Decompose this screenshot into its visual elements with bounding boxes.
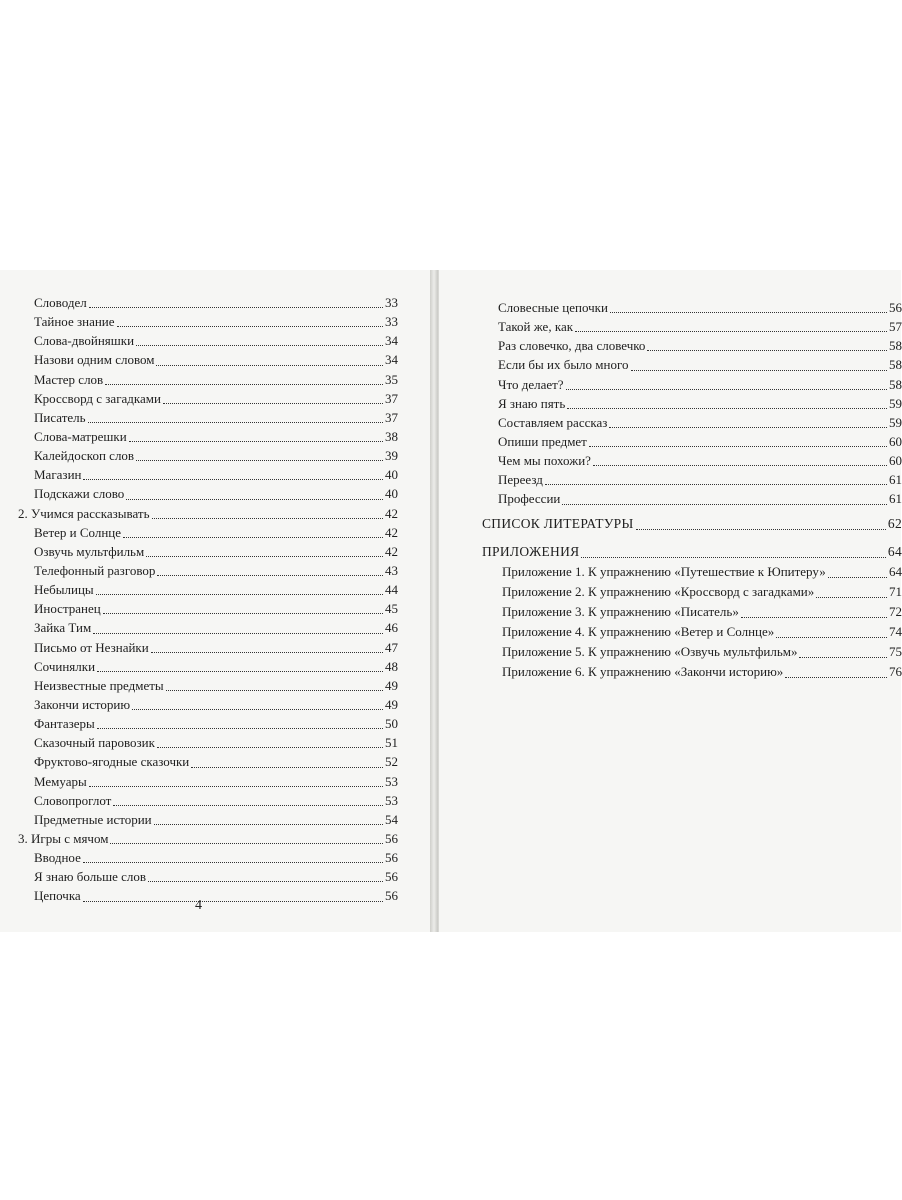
toc-entry-title: Профессии: [498, 491, 561, 507]
toc-entry: [18, 886, 398, 905]
toc-entry-title: Писатель: [34, 409, 86, 425]
toc-entry-title: Опиши предмет: [498, 433, 587, 449]
toc-leader-dots: [593, 464, 887, 466]
toc-entry: [482, 394, 902, 413]
toc-leader-dots: [151, 651, 383, 653]
toc-list-left: [18, 293, 398, 906]
toc-leader-dots: [136, 459, 383, 461]
toc-entry: [18, 676, 398, 695]
toc-entry: [482, 622, 902, 642]
toc-leader-dots: [96, 593, 383, 595]
toc-entry-page: 72: [889, 604, 902, 619]
toc-leader-dots: [776, 636, 887, 638]
toc-entry-title: 2. Учимся рассказывать: [18, 505, 150, 521]
toc-entry: [482, 336, 902, 355]
toc-entry-page: 64: [887, 544, 902, 559]
toc-entry-page: 59: [889, 395, 902, 411]
toc-entry: [18, 580, 398, 599]
toc-entry-title: Чем мы похожи?: [498, 453, 591, 469]
toc-entry: [482, 298, 902, 317]
toc-leader-dots: [126, 498, 383, 500]
toc-entry-page: 61: [889, 472, 902, 488]
toc-entry-title: Назови одним словом: [34, 352, 155, 368]
toc-entry-page: 54: [385, 811, 398, 827]
toc-entry: [18, 484, 398, 503]
toc-entry-page: 48: [385, 658, 398, 674]
toc-entry-page: 39: [385, 448, 398, 464]
toc-entry-page: 51: [385, 735, 398, 751]
toc-leader-dots: [545, 483, 887, 485]
toc-entry-page: 50: [385, 716, 398, 732]
toc-entry-page: 42: [385, 524, 398, 540]
toc-entry: [18, 638, 398, 657]
toc-entry: [482, 514, 902, 534]
toc-leader-dots: [113, 804, 383, 806]
toc-entry-title: Словопроглот: [34, 792, 112, 808]
toc-entry-page: 56: [889, 299, 902, 315]
toc-leader-dots: [83, 861, 383, 863]
toc-entry-title: Калейдоскоп слов: [34, 448, 135, 464]
toc-entry-page: 34: [385, 333, 398, 349]
toc-entry-page: 58: [889, 338, 902, 354]
toc-leader-dots: [110, 842, 383, 844]
toc-leader-dots: [562, 503, 887, 505]
toc-entry: [18, 350, 398, 369]
toc-entry: [18, 370, 398, 389]
toc-entry-title: Кроссворд с загадками: [34, 390, 161, 406]
toc-leader-dots: [589, 445, 887, 447]
toc-entry-title: Раз словечко, два словечко: [498, 338, 646, 354]
toc-leader-dots: [816, 596, 887, 598]
toc-leader-dots: [581, 556, 885, 558]
toc-entry-title: Вводное: [34, 850, 81, 866]
toc-entry: [482, 470, 902, 489]
toc-leader-dots: [741, 616, 887, 618]
toc-entry: [18, 752, 398, 771]
toc-leader-dots: [136, 344, 383, 346]
toc-entry-title: Подскажи слово: [34, 486, 125, 502]
toc-entry-page: 52: [385, 754, 398, 770]
toc-entry-title: Предметные истории: [34, 811, 152, 827]
toc-entry-title: Я знаю пять: [498, 395, 566, 411]
toc-leader-dots: [117, 325, 383, 327]
toc-leader-dots: [88, 421, 383, 423]
toc-entry-title: 3. Игры с мячом: [18, 830, 109, 846]
toc-leader-dots: [97, 727, 383, 729]
toc-leader-dots: [97, 670, 383, 672]
toc-entry-page: 44: [385, 582, 398, 598]
toc-entry: [18, 772, 398, 791]
toc-entry-title: Приложение 5. К упражнению «Озвучь мультфильм»: [502, 644, 798, 659]
toc-entry-title: Закончи историю: [34, 696, 131, 712]
page-number: 4: [195, 898, 202, 913]
toc-entry: [18, 389, 398, 408]
toc-leader-dots: [83, 478, 383, 480]
toc-leader-dots: [647, 349, 887, 351]
toc-entry-page: 64: [889, 564, 902, 579]
toc-entry: [482, 662, 902, 682]
book-gutter: [430, 270, 438, 932]
toc-entry-title: Приложение 2. К упражнению «Кроссворд с загадками»: [502, 584, 815, 599]
toc-entry: [18, 542, 398, 561]
toc-entry: [482, 432, 902, 451]
toc-leader-dots: [83, 900, 383, 902]
toc-leader-dots: [129, 440, 383, 442]
toc-entry-page: 49: [385, 677, 398, 693]
toc-leader-dots: [146, 555, 383, 557]
toc-entry-page: 53: [385, 773, 398, 789]
toc-leader-dots: [631, 369, 888, 371]
toc-entry-title: Такой же, как: [498, 319, 574, 335]
toc-entry-page: 61: [889, 491, 902, 507]
toc-entry: [482, 562, 902, 582]
toc-leader-dots: [93, 632, 383, 634]
toc-entry-page: 42: [385, 505, 398, 521]
toc-leader-dots: [636, 528, 886, 530]
toc-leader-dots: [154, 823, 383, 825]
toc-entry-title: Зайка Тим: [34, 620, 92, 636]
toc-entry-title: Небылицы: [34, 582, 94, 598]
toc-leader-dots: [89, 785, 383, 787]
toc-entry-title: Сочинялки: [34, 658, 96, 674]
toc-leader-dots: [89, 306, 383, 308]
toc-entry-title: СПИСОК ЛИТЕРАТУРЫ: [482, 516, 634, 531]
toc-entry: [18, 427, 398, 446]
toc-entry-title: Сказочный паровозик: [34, 735, 155, 751]
toc-entry: [482, 317, 902, 336]
toc-list-back-matter: [482, 506, 902, 682]
toc-entry-page: 71: [889, 584, 902, 599]
toc-entry: [482, 602, 902, 622]
toc-entry-title: Составляем рассказ: [498, 414, 608, 430]
toc-entry-page: 37: [385, 390, 398, 406]
toc-entry: [18, 599, 398, 618]
toc-entry-page: 42: [385, 543, 398, 559]
toc-list-right: [482, 298, 902, 509]
toc-entry: [18, 657, 398, 676]
toc-entry-page: 38: [385, 428, 398, 444]
toc-entry: [18, 446, 398, 465]
toc-entry-page: 40: [385, 486, 398, 502]
toc-entry-title: Слова-матрешки: [34, 428, 127, 444]
toc-entry-page: 75: [889, 644, 902, 659]
toc-leader-dots: [103, 612, 383, 614]
toc-entry-title: Телефонный разговор: [34, 562, 156, 578]
toc-leader-dots: [123, 536, 383, 538]
toc-entry-title: Переезд: [498, 472, 543, 488]
toc-entry-page: 56: [385, 850, 398, 866]
toc-entry-title: Приложение 6. К упражнению «Закончи историю»: [502, 664, 784, 679]
toc-entry-page: 53: [385, 792, 398, 808]
toc-entry-title: Фруктово-ягодные сказочки: [34, 754, 190, 770]
toc-entry-page: 74: [889, 624, 902, 639]
toc-entry-page: 60: [889, 433, 902, 449]
left-page: [0, 270, 431, 932]
toc-entry-page: 34: [385, 352, 398, 368]
toc-entry-page: 47: [385, 639, 398, 655]
toc-entry-title: Неизвестные предметы: [34, 677, 164, 693]
toc-entry: [18, 618, 398, 637]
toc-entry: [482, 542, 902, 562]
toc-entry-page: 46: [385, 620, 398, 636]
toc-entry-title: Иностранец: [34, 601, 101, 617]
toc-entry-page: 49: [385, 696, 398, 712]
toc-entry-title: Приложение 3. К упражнению «Писатель»: [502, 604, 739, 619]
toc-entry-title: Я знаю больше слов: [34, 869, 147, 885]
toc-entry: [482, 582, 902, 602]
toc-entry: [482, 642, 902, 662]
toc-entry-page: 58: [889, 357, 902, 373]
toc-entry-title: Цепочка: [34, 888, 81, 904]
toc-entry: [18, 695, 398, 714]
toc-leader-dots: [575, 330, 887, 332]
toc-entry-page: 76: [889, 664, 902, 679]
toc-entry: [18, 312, 398, 331]
toc-entry-page: 43: [385, 562, 398, 578]
toc-entry: [482, 451, 902, 470]
toc-entry-title: Мастер слов: [34, 371, 104, 387]
toc-entry-page: 62: [887, 516, 902, 531]
toc-entry-page: 37: [385, 409, 398, 425]
toc-entry-title: Ветер и Солнце: [34, 524, 122, 540]
toc-entry: [18, 293, 398, 312]
toc-leader-dots: [610, 311, 887, 313]
toc-leader-dots: [163, 402, 383, 404]
toc-leader-dots: [166, 689, 383, 691]
toc-entry-page: 33: [385, 314, 398, 330]
toc-entry-page: 58: [889, 376, 902, 392]
toc-leader-dots: [132, 708, 383, 710]
toc-entry-page: 33: [385, 294, 398, 310]
toc-entry: [18, 465, 398, 484]
toc-entry-page: 56: [385, 869, 398, 885]
toc-leader-dots: [152, 517, 383, 519]
toc-entry: [18, 504, 398, 523]
toc-entry-title: Приложение 4. К упражнению «Ветер и Солнце»: [502, 624, 775, 639]
toc-entry: [18, 867, 398, 886]
toc-entry: [482, 413, 902, 432]
toc-entry-title: Приложение 1. К упражнению «Путешествие к Юпитеру»: [502, 564, 826, 579]
toc-leader-dots: [799, 656, 887, 658]
toc-leader-dots: [157, 746, 383, 748]
toc-entry-page: 45: [385, 601, 398, 617]
toc-entry: [18, 810, 398, 829]
toc-entry-title: Озвучь мультфильм: [34, 543, 145, 559]
toc-entry-title: Слова-двойняшки: [34, 333, 135, 349]
toc-leader-dots: [567, 407, 887, 409]
toc-entry-title: Фантазеры: [34, 716, 95, 732]
toc-entry-title: Письмо от Незнайки: [34, 639, 149, 655]
toc-entry-title: Если бы их было много: [498, 357, 629, 373]
toc-entry: [482, 375, 902, 394]
toc-entry-page: 60: [889, 453, 902, 469]
toc-leader-dots: [191, 766, 383, 768]
toc-entry: [18, 714, 398, 733]
toc-entry: [18, 331, 398, 350]
right-page: [438, 270, 901, 932]
toc-leader-dots: [148, 880, 383, 882]
toc-entry: [18, 829, 398, 848]
toc-leader-dots: [785, 676, 887, 678]
toc-entry: [18, 848, 398, 867]
toc-leader-dots: [566, 388, 887, 390]
toc-entry: [18, 791, 398, 810]
toc-entry-title: Словесные цепочки: [498, 299, 608, 315]
toc-entry-page: 56: [385, 888, 398, 904]
toc-leader-dots: [105, 383, 383, 385]
toc-entry-title: Словодел: [34, 294, 87, 310]
toc-entry-title: ПРИЛОЖЕНИЯ: [482, 544, 580, 559]
toc-entry: [18, 408, 398, 427]
book-spread: [0, 270, 900, 932]
toc-entry-title: Что делает?: [498, 376, 564, 392]
toc-entry-page: 59: [889, 414, 902, 430]
toc-entry: [18, 733, 398, 752]
toc-leader-dots: [828, 576, 887, 578]
toc-entry-page: 35: [385, 371, 398, 387]
toc-entry-title: Тайное знание: [34, 314, 115, 330]
toc-entry: [18, 561, 398, 580]
toc-entry-title: Магазин: [34, 467, 82, 483]
toc-entry-page: 57: [889, 319, 902, 335]
toc-entry-page: 56: [385, 830, 398, 846]
toc-leader-dots: [157, 574, 383, 576]
toc-leader-dots: [609, 426, 887, 428]
toc-entry: [482, 355, 902, 374]
toc-entry-page: 40: [385, 467, 398, 483]
toc-entry-title: Мемуары: [34, 773, 87, 789]
toc-entry: [18, 523, 398, 542]
toc-leader-dots: [156, 364, 383, 366]
